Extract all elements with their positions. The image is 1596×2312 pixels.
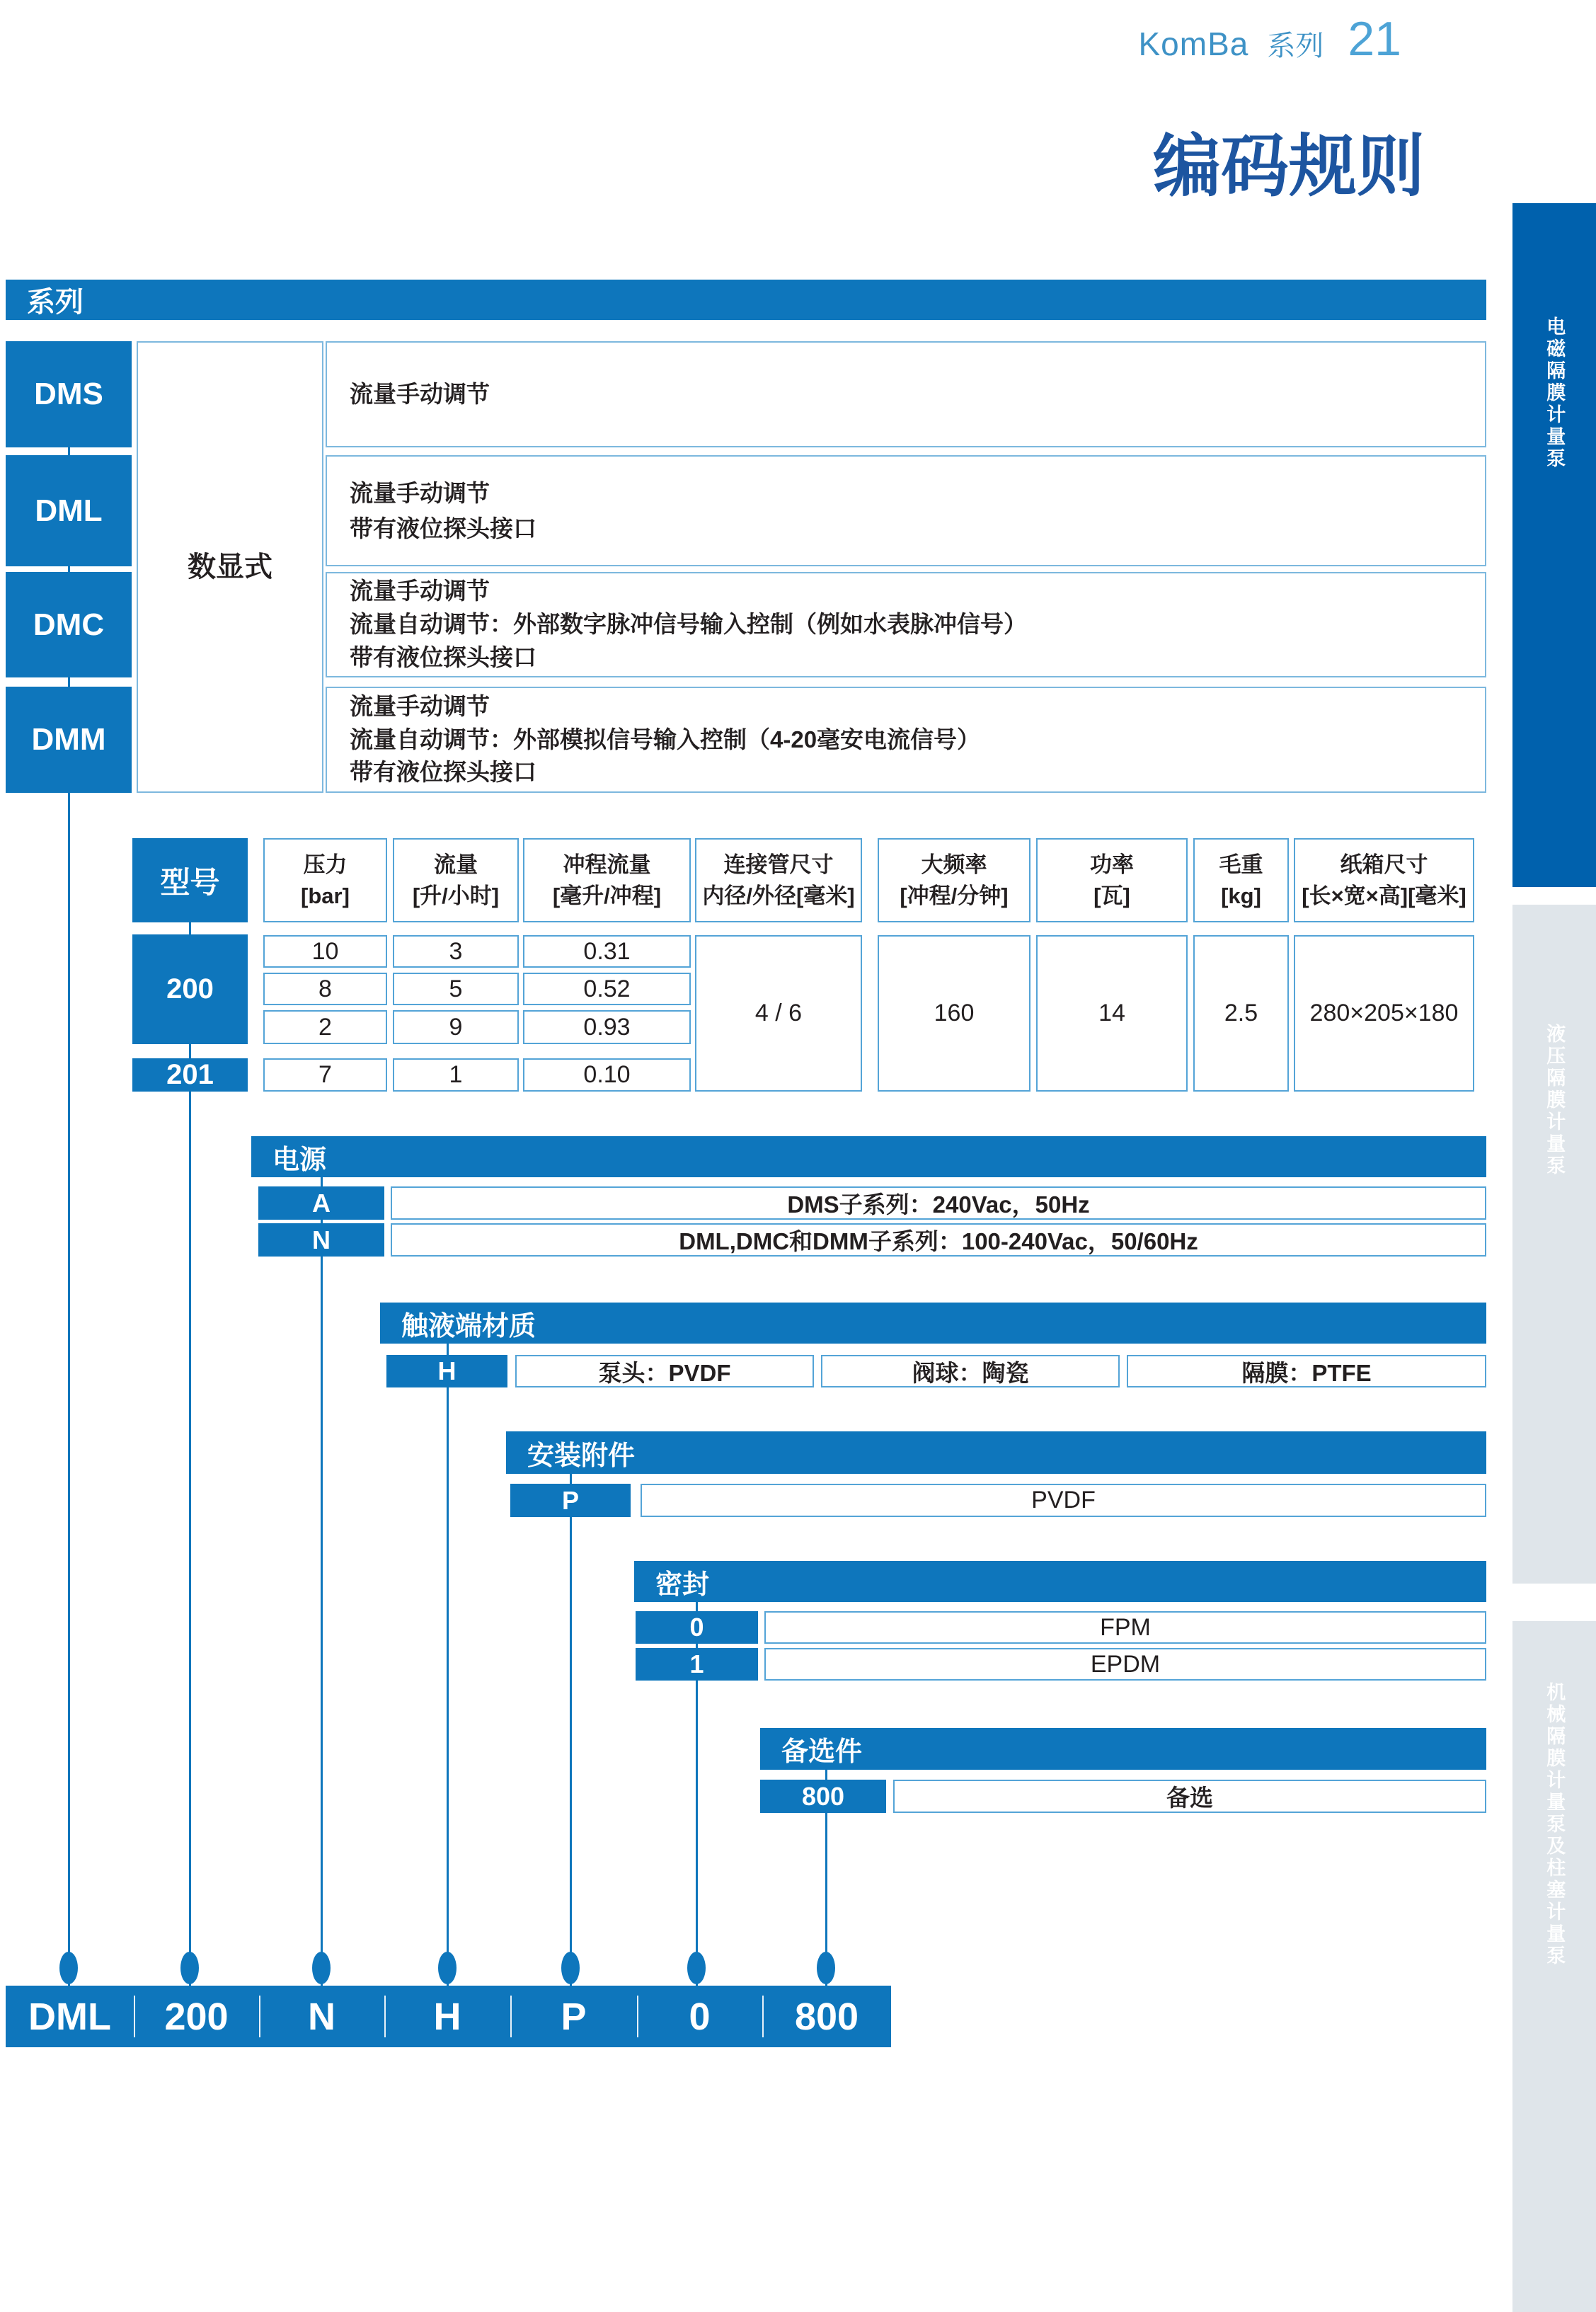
mounting-option-p: P [510,1484,631,1517]
table-cell-carton-size: 280×205×180 [1294,935,1474,1092]
col-header-flow [393,838,519,922]
power-option-a-desc: DMS子系列：240Vac，50Hz [391,1186,1486,1220]
col-header-power [1036,838,1188,922]
sidebar-tab-mechanical-diaphragm-plunger-pump [1512,1621,1596,2312]
example-code-bar [6,1986,891,2047]
code-separator [259,1996,260,2037]
code-segment-mounting: P [561,1995,587,2038]
table-cell-max-frequency: 160 [878,935,1030,1092]
sidebar-tab-hydraulic-diaphragm-pump [1512,905,1596,1584]
connector-dot [180,1952,199,1984]
table-cell-pressure: 10 [263,935,387,968]
table-cell-stroke: 0.10 [523,1058,691,1092]
seal-option-0: 0 [636,1611,758,1644]
desc-line: 流量手动调节 [350,480,490,506]
connector-dot [561,1952,580,1984]
optional-parts-800-desc: 备选 [893,1780,1486,1813]
col-header-carton-size [1294,838,1474,922]
mounting-section-title: 安装附件 [527,1441,636,1471]
connector-line [825,1770,827,1780]
code-separator [510,1996,512,2037]
desc-line: 流量手动调节 [350,578,490,605]
mounting-option-p-desc: PVDF [641,1484,1486,1517]
connector-dot [59,1952,78,1984]
table-cell-pressure: 7 [263,1058,387,1092]
code-separator [384,1996,386,2037]
series-code-dmc: DMC [6,572,132,677]
code-separator [762,1996,764,2037]
connector-line [189,1092,191,1986]
power-option-n: N [258,1223,384,1257]
wetted-material-section-title: 触液端材质 [401,1311,536,1341]
sidebar-tab-label: 电磁隔膜计量泵 [1544,316,1566,470]
col-header-line2: [bar] [301,883,350,908]
series-section-title: 系列 [27,287,84,318]
seal-option-0-desc: FPM [764,1611,1486,1644]
series-code-dml: DML [6,455,132,566]
code-segment-optional: 800 [794,1995,859,2038]
col-header-line2: [升/小时] [412,883,500,908]
power-section-header [251,1136,1486,1177]
code-segment-power: N [308,1995,335,2038]
sidebar-tab-label: 机械隔膜计量泵及柱塞计量泵 [1544,1682,1566,1967]
table-cell-pressure: 2 [263,1010,387,1044]
connector-line [696,1681,698,1986]
table-cell-stroke: 0.52 [523,973,691,1005]
col-header-line1: 压力 [303,852,348,878]
col-header-line2: [kg] [1221,883,1261,908]
sidebar-tab-label: 液压隔膜计量泵 [1544,1024,1566,1177]
col-header-line1: 连接管尺寸 [723,852,834,878]
connector-line [570,1517,572,1986]
connector-line [321,1220,323,1223]
col-header-line2: [长×宽×高][毫米] [1302,883,1466,908]
col-header-line1: 冲程流量 [563,852,651,878]
brand-series-label: 系列 [1267,30,1324,62]
optional-parts-section-title: 备选件 [781,1737,863,1767]
desc-line: 流量手动调节 [350,692,490,719]
table-cell-flow: 1 [393,1058,519,1092]
wetted-material-section-header [380,1303,1486,1344]
display-type-box [137,341,323,793]
wetted-material-diaphragm: 隔膜：PTFE [1127,1355,1486,1387]
series-code-dms: DMS [6,341,132,447]
col-header-line2: [毫升/冲程] [552,883,662,908]
wetted-material-pump-head: 泵头：PVDF [515,1355,814,1387]
connector-line [696,1644,698,1648]
col-header-line1: 功率 [1090,852,1134,878]
series-desc-dml [326,455,1486,566]
table-cell-flow: 3 [393,935,519,968]
connector-line [447,1387,449,1986]
optional-parts-800: 800 [760,1780,886,1813]
connector-line [68,566,70,572]
power-option-n-desc: DML,DMC和DMM子系列：100-240Vac，50/60Hz [391,1223,1486,1257]
page-title: 编码规则 [1153,129,1425,205]
table-cell-power: 14 [1036,935,1188,1092]
mounting-section-header [506,1431,1486,1474]
connector-dot [312,1952,331,1984]
code-segment-seal: 0 [689,1995,711,2038]
desc-line: 带有液位探头接口 [350,643,536,670]
seal-option-1-desc: EPDM [764,1648,1486,1681]
series-section-header [6,280,1486,320]
col-header-line2: [瓦] [1093,883,1130,908]
optional-parts-section-header [760,1728,1486,1770]
table-cell-stroke: 0.93 [523,1010,691,1044]
table-cell-flow: 9 [393,1010,519,1044]
code-separator [134,1996,135,2037]
table-cell-flow: 5 [393,973,519,1005]
desc-line: 带有液位探头接口 [350,515,536,542]
connector-line [189,922,191,934]
connector-line [321,1257,323,1986]
wetted-material-valve-ball: 阀球：陶瓷 [821,1355,1120,1387]
col-header-line1: 毛重 [1219,852,1263,878]
code-segment-material: H [433,1995,461,2038]
desc-line: 流量手动调节 [350,381,490,408]
page-number: 21 [1348,12,1401,66]
series-desc-dms [326,341,1486,447]
wetted-material-option-h: H [386,1355,507,1387]
col-header-line2: 内径/外径[毫米] [702,883,855,908]
table-cell-pipe-size: 4 / 6 [695,935,862,1092]
table-cell-stroke: 0.31 [523,935,691,968]
page-header [1139,11,1402,67]
model-201: 201 [132,1058,248,1092]
desc-line: 流量自动调节：外部模拟信号输入控制（4-20毫安电流信号） [350,726,981,752]
sidebar-tab-solenoid-diaphragm-pump [1512,203,1596,887]
series-desc-dmm [326,687,1486,793]
col-header-max-frequency [878,838,1030,922]
seal-section-title: 密封 [655,1569,710,1600]
series-desc-dmc [326,572,1486,677]
seal-section-header [634,1561,1486,1602]
connector-line [189,1044,191,1058]
connector-line [447,1344,449,1355]
desc-line: 流量自动调节：外部数字脉冲信号输入控制（例如水表脉冲信号） [350,611,1027,638]
col-header-weight [1193,838,1289,922]
connector-line [321,1177,323,1186]
connector-dot [687,1952,706,1984]
col-header-pipe-size [695,838,862,922]
display-type-label: 数显式 [188,551,272,583]
col-header-line1: 流量 [434,852,478,878]
desc-line: 带有液位探头接口 [350,759,536,786]
col-header-pressure [263,838,387,922]
seal-option-1: 1 [636,1648,758,1681]
col-header-line2: [冲程/分钟] [900,883,1009,908]
code-separator [637,1996,638,2037]
col-header-line1: 大频率 [921,852,987,878]
connector-line [68,793,70,1986]
col-header-stroke-volume [523,838,691,922]
table-cell-pressure: 8 [263,973,387,1005]
brand-name: KomBa [1138,25,1249,62]
power-section-title: 电源 [272,1145,327,1175]
power-option-a: A [258,1186,384,1220]
connector-dot [817,1952,835,1984]
connector-line [68,677,70,687]
connector-line [696,1602,698,1611]
col-header-line1: 纸箱尺寸 [1340,852,1428,878]
connector-dot [438,1952,457,1984]
connector-line [570,1474,572,1484]
code-segment-series: DML [28,1995,111,2038]
connector-line [68,447,70,455]
code-segment-model: 200 [164,1995,229,2038]
model-column-header: 型号 [132,838,248,922]
table-cell-weight: 2.5 [1193,935,1289,1092]
model-200: 200 [132,934,248,1044]
series-code-dmm: DMM [6,687,132,793]
